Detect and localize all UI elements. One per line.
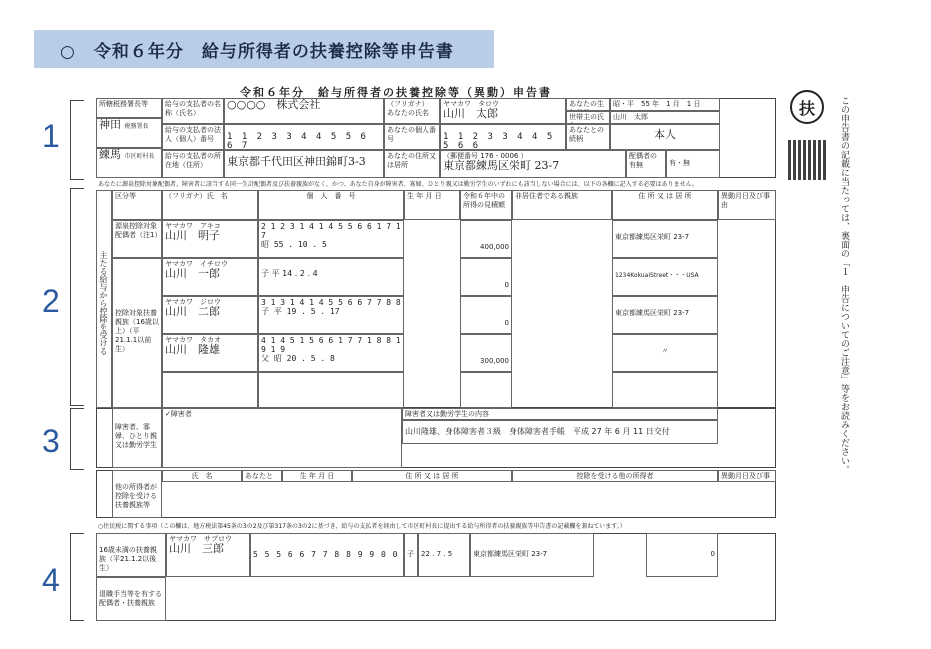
bracket-4 (70, 533, 84, 621)
rel-field[interactable]: 本人 (610, 124, 720, 150)
kubun-header: 区分等 (112, 190, 162, 220)
child-rel-cell[interactable]: 子 (404, 533, 418, 577)
dep-no-cell[interactable] (258, 372, 404, 408)
birth-header: 生 年 月 日 (404, 190, 460, 220)
dep-kana: ヤマカワ イチロウ (165, 260, 228, 268)
payer-addr-field[interactable]: 東京都千代田区神田錦町3-3 (224, 150, 384, 178)
d-name-header: 氏 名 (162, 470, 242, 482)
disability-check[interactable]: ✓障害者 (162, 408, 402, 468)
tax-office-value[interactable] (96, 118, 162, 148)
income-header: 令和６年中の所得の見積額 (460, 190, 512, 220)
dep-no: 4 1 4 5 1 5 6 6 1 7 7 1 8 8 1 9 1 9 (261, 336, 401, 354)
nonres-header: 非居住者である親族 (512, 190, 612, 220)
child-addr-cell[interactable]: 東京都練馬区栄町 23-7 (470, 533, 594, 577)
dep-income-cell[interactable] (460, 372, 512, 408)
dep-birth: 昭 55 . 10 . 5 (261, 240, 327, 249)
disability-detail[interactable]: 山川隆雄、身体障害者３級 身体障害者手帳 平成 27 年 6 月 11 日交付 (402, 420, 718, 444)
bracket-2 (70, 188, 84, 406)
dep-income-cell[interactable]: 0 (460, 258, 512, 296)
birth-label: あなたの生 (566, 98, 610, 111)
head-field[interactable]: 山川 太郎 (610, 111, 720, 124)
dep-birth: 平 14 . 2 . 4 (271, 269, 318, 278)
dep-income-cell[interactable]: 400,000 (460, 220, 512, 258)
dep-kana: ヤマカワ タカオ (165, 336, 221, 344)
child-name: 山川 三郎 (169, 542, 224, 555)
d-rel-header: あなたと (242, 470, 282, 482)
dep-no-cell[interactable] (258, 296, 404, 334)
dep-name: 山川 一郎 (165, 267, 220, 280)
side-label: 主たる給与から控除を受ける (96, 190, 112, 408)
addr-header: 住 所 又 は 居 所 (612, 190, 718, 220)
city: 練馬 (99, 148, 121, 161)
section-number-2: 2 (42, 283, 60, 319)
name-label: あなたの氏名 (387, 109, 429, 117)
addr-label: あなたの住所又は居所 (384, 150, 440, 178)
head-label: 世帯主の氏 (566, 111, 610, 124)
payer-no-label: 給与の支払者の法人（個人）番号 (162, 124, 224, 150)
dep-no: 2 1 2 3 1 4 1 4 5 5 6 6 1 7 1 7 (261, 222, 401, 240)
spouse-field[interactable]: 有・無 (666, 150, 720, 178)
kana-name-header: （フリガナ）氏 名 (162, 190, 258, 220)
my-number-header: 個 人 番 号 (258, 190, 404, 220)
tax-office: 神田 (99, 118, 121, 131)
name-label-block (384, 98, 440, 124)
retire-label: 退職手当等を有する配偶者・扶養親族 (96, 577, 166, 621)
dep-addr-cell[interactable]: 東京都練馬区栄町 23-7 (612, 220, 718, 258)
dep-name-cell[interactable] (162, 334, 258, 372)
addr-value: 東京都練馬区栄町 23-7 (443, 159, 560, 172)
birth-field[interactable]: 昭・平 55 年 1 月 1 日 (610, 98, 720, 111)
dep-addr-cell[interactable]: 〃 (612, 334, 718, 372)
residents-title: ○住民税に関する事項（この欄は、地方税法第45条の3の2及び第317条の3の2に基づき、給与の支払者を経由して市区町村長に提出する給与所得者の扶養親族等申告書の記載欄を兼ねています。） (98, 523, 626, 530)
dep-name-cell[interactable] (162, 220, 258, 258)
dep-no-cell[interactable] (258, 258, 404, 296)
name-kana: ヤマカワ タロウ (443, 100, 499, 108)
qr-code-icon (788, 140, 828, 180)
bracket-3 (70, 408, 84, 470)
dep-no-cell[interactable] (258, 220, 404, 258)
dep-income-cell[interactable]: 0 (460, 296, 512, 334)
child-kana: ヤマカワ サブロウ (169, 535, 232, 543)
d-addr-header: 住 所 又 は 居 所 (352, 470, 512, 482)
payer-name-field[interactable]: ○○○○ 株式会社 (224, 98, 384, 124)
d-birth-header: 生 年 月 日 (282, 470, 352, 482)
dep-rel: 子 (261, 307, 269, 316)
disability-label: 障害者又は勤労学生の内容 (402, 408, 718, 420)
section-number-1: 1 (42, 118, 60, 154)
dep-income-cell[interactable]: 300,000 (460, 334, 512, 372)
dep-name-cell[interactable] (162, 372, 258, 408)
addr-field[interactable] (440, 150, 626, 178)
dep-addr-cell[interactable] (612, 372, 718, 408)
child-income-cell[interactable]: 0 (646, 533, 718, 577)
under16-label: 16歳未満の扶養親族（平21.1.2以後生） (96, 533, 166, 577)
tax-office-label: 所轄税務署長等 (96, 98, 162, 118)
dep-name: 山川 明子 (165, 229, 220, 242)
child-name-cell[interactable] (166, 533, 250, 577)
bracket-1 (70, 100, 84, 180)
dep-rel: 父 (261, 354, 269, 363)
change-header: 異動月日及び事由 (718, 190, 776, 220)
dep-name: 山川 二郎 (165, 305, 220, 318)
kana-label: （フリガナ） (387, 100, 429, 108)
dep-addr-cell[interactable]: 1234KokuaiStreet・・・USA (612, 258, 718, 296)
tax-office-suffix: 税務署長 (124, 123, 149, 130)
my-no-field[interactable]: 1 1 2 3 3 4 4 5 5 6 6 (440, 124, 566, 150)
d-other-header: 控除を受ける他の所得者 (512, 470, 718, 482)
name-field[interactable] (440, 98, 566, 124)
name-value: 山川 太郎 (443, 107, 498, 120)
spouse-label: 配偶者の有無 (626, 150, 666, 178)
dep-birth: 昭 20 . 5 . 8 (273, 354, 335, 363)
payer-no-field[interactable]: 1 1 2 3 3 4 4 5 5 6 6 7 (224, 124, 384, 150)
dep-name-cell[interactable] (162, 296, 258, 334)
child-no-cell[interactable]: 5 5 5 6 6 7 7 8 8 9 9 0 0 (250, 533, 404, 577)
dep-no-cell[interactable] (258, 334, 404, 372)
fuyo-stamp: 扶 (790, 90, 824, 124)
dep-kana: ヤマカワ アキコ (165, 222, 221, 230)
dep-name: 山川 隆雄 (165, 343, 220, 356)
city-suffix: 市区町村長 (124, 153, 155, 160)
d-change-header: 異動月日及び事 (718, 470, 776, 482)
city-value[interactable] (96, 148, 162, 178)
notice-text: あなたに源泉控除対象配偶者、障害者に該当する同一生計配偶者及び扶養親族がなく、かつ、あなた自身が障害者、寡婦、ひとり親又は勤労学生のいずれにも該当しない場合には、以下の各欄に記入する必要はありません。 (98, 181, 699, 188)
child-birth-cell[interactable]: 22 . 7 . 5 (418, 533, 470, 577)
payer-addr-label: 給与の支払者の所在地（住所） (162, 150, 224, 178)
section-number-3: 3 (42, 423, 60, 459)
dep-name-cell[interactable] (162, 258, 258, 296)
section-number-4: 4 (42, 562, 60, 598)
form-title: 令和６年分 給与所得者の扶養控除等（異動）申告書 (240, 86, 552, 99)
section-d-label: 他の所得者が控除を受ける扶養親族等 (112, 470, 162, 518)
section-c-label: 障害者、寡婦、ひとり親又は勤労学生 (112, 408, 162, 468)
dep-kana: ヤマカワ ジロウ (165, 298, 221, 306)
right-instruction: この申告書の記載に当たっては、裏面の「１ 申告についてのご注意」等をお読みください。 (839, 96, 849, 474)
section-b-label: 控除対象扶養親族（16歳以上）（平21.1.1以前生） (112, 258, 162, 408)
rel-label: あなたとの続柄 (566, 124, 610, 150)
page-banner: ○ 令和６年分 給与所得者の扶養控除等申告書 (34, 30, 494, 68)
dep-addr-cell[interactable]: 東京都練馬区栄町 23-7 (612, 296, 718, 334)
payer-name-label: 給与の支払者の名称（氏名） (162, 98, 224, 124)
section-a-label: 源泉控除対象配偶者（注1） (112, 220, 162, 258)
dep-rel: 子 (261, 269, 269, 278)
my-no-label: あなたの個人番号 (384, 124, 440, 150)
dep-no: 3 1 3 1 4 1 4 5 5 6 6 7 7 8 8 (261, 298, 401, 307)
dep-birth: 平 19 . 5 . 17 (273, 307, 340, 316)
zip-code: （郵便番号 176 - 0006 ） (443, 152, 528, 160)
